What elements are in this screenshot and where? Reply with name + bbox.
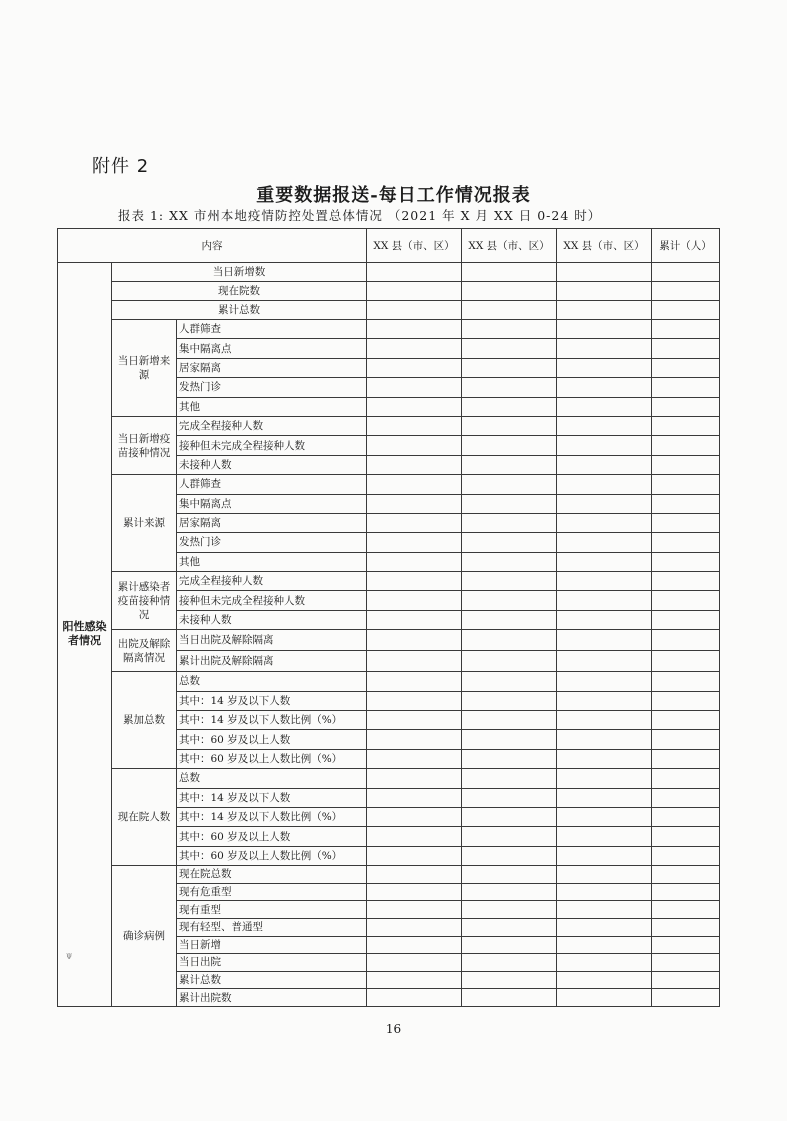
value-cell[interactable] <box>367 320 462 339</box>
value-cell[interactable] <box>652 866 720 884</box>
item-label: 发热门诊 <box>177 533 367 552</box>
value-cell[interactable] <box>557 378 652 397</box>
value-cell[interactable] <box>557 883 652 901</box>
value-cell[interactable] <box>557 339 652 358</box>
item-label: 其中：60 岁及以上人数比例（%） <box>177 749 367 768</box>
value-cell[interactable] <box>652 883 720 901</box>
value-cell[interactable] <box>652 513 720 532</box>
attachment-label: 附件 2 <box>92 156 150 177</box>
value-cell[interactable] <box>652 788 720 807</box>
group-label: 当日新增疫苗接种情况 <box>112 416 177 474</box>
value-cell[interactable] <box>652 651 720 672</box>
group-label: 确诊病例 <box>112 866 177 1007</box>
value-cell[interactable] <box>557 866 652 884</box>
value-cell[interactable] <box>367 788 462 807</box>
value-cell[interactable] <box>557 282 652 301</box>
value-cell[interactable] <box>652 711 720 730</box>
value-cell[interactable] <box>462 282 557 301</box>
value-cell[interactable] <box>367 827 462 846</box>
value-cell[interactable] <box>462 954 557 972</box>
value-cell[interactable] <box>557 788 652 807</box>
value-cell[interactable] <box>557 749 652 768</box>
value-cell[interactable] <box>367 591 462 610</box>
item-label: 其他 <box>177 552 367 571</box>
item-label: 接种但未完成全程接种人数 <box>177 591 367 610</box>
value-cell[interactable] <box>462 901 557 919</box>
group-label: 累计来源 <box>112 475 177 572</box>
table-row <box>58 866 720 884</box>
value-cell[interactable] <box>652 691 720 710</box>
value-cell[interactable] <box>557 533 652 552</box>
value-cell[interactable] <box>462 866 557 884</box>
value-cell[interactable] <box>367 494 462 513</box>
value-cell[interactable] <box>462 769 557 788</box>
value-cell[interactable] <box>367 610 462 629</box>
item-label: 其中：14 岁及以下人数比例（%） <box>177 711 367 730</box>
value-cell[interactable] <box>462 730 557 749</box>
value-cell[interactable] <box>652 378 720 397</box>
table-header-row <box>58 229 720 263</box>
value-cell[interactable] <box>367 397 462 416</box>
value-cell[interactable] <box>557 263 652 282</box>
value-cell[interactable] <box>652 533 720 552</box>
page-number: 16 <box>385 1022 402 1036</box>
value-cell[interactable] <box>462 711 557 730</box>
value-cell[interactable] <box>652 591 720 610</box>
item-label: 累计出院数 <box>177 989 367 1007</box>
value-cell[interactable] <box>367 691 462 710</box>
value-cell[interactable] <box>462 672 557 691</box>
value-cell[interactable] <box>652 301 720 320</box>
value-cell[interactable] <box>652 769 720 788</box>
header-county-1: XX 县（市、区） <box>367 229 462 263</box>
table-row <box>58 572 720 591</box>
item-label: 居家隔离 <box>177 358 367 377</box>
item-label: 其他 <box>177 397 367 416</box>
value-cell[interactable] <box>462 971 557 989</box>
value-cell[interactable] <box>462 552 557 571</box>
value-cell[interactable] <box>367 533 462 552</box>
item-label: 接种但未完成全程接种人数 <box>177 436 367 455</box>
value-cell[interactable] <box>652 552 720 571</box>
group-label: 当日新增来源 <box>112 320 177 417</box>
value-cell[interactable] <box>367 918 462 936</box>
item-label: 当日出院及解除隔离 <box>177 630 367 651</box>
value-cell[interactable] <box>367 282 462 301</box>
value-cell[interactable] <box>557 416 652 435</box>
row-label: 现在院数 <box>112 282 367 301</box>
value-cell[interactable] <box>557 552 652 571</box>
value-cell[interactable] <box>652 572 720 591</box>
value-cell[interactable] <box>652 807 720 826</box>
value-cell[interactable] <box>557 301 652 320</box>
header-content: 内容 <box>58 229 367 263</box>
value-cell[interactable] <box>367 954 462 972</box>
report-subtitle: 报表 1: XX 市州本地疫情防控处置总体情况 （2021 年 X 月 XX 日 0-24 时） <box>118 208 602 223</box>
value-cell[interactable] <box>367 901 462 919</box>
value-cell[interactable] <box>652 358 720 377</box>
table-row <box>58 672 720 691</box>
item-label: 现有危重型 <box>177 883 367 901</box>
value-cell[interactable] <box>367 730 462 749</box>
value-cell[interactable] <box>367 301 462 320</box>
item-label: 集中隔离点 <box>177 339 367 358</box>
value-cell[interactable] <box>462 416 557 435</box>
row-label: 当日新增数 <box>112 263 367 282</box>
value-cell[interactable] <box>652 494 720 513</box>
value-cell[interactable] <box>462 807 557 826</box>
value-cell[interactable] <box>462 936 557 954</box>
value-cell[interactable] <box>557 358 652 377</box>
value-cell[interactable] <box>367 883 462 901</box>
value-cell[interactable] <box>367 416 462 435</box>
item-label: 总数 <box>177 672 367 691</box>
value-cell[interactable] <box>367 436 462 455</box>
value-cell[interactable] <box>367 866 462 884</box>
header-cumulative: 累计（人） <box>652 229 720 263</box>
value-cell[interactable] <box>557 494 652 513</box>
item-label: 其中：14 岁及以下人数 <box>177 788 367 807</box>
value-cell[interactable] <box>462 591 557 610</box>
value-cell[interactable] <box>367 358 462 377</box>
table-row <box>58 263 720 282</box>
section-positive-cases: 阳性感染者情况 <box>58 263 112 1007</box>
value-cell[interactable] <box>462 918 557 936</box>
item-label: 完成全程接种人数 <box>177 572 367 591</box>
value-cell[interactable] <box>462 846 557 865</box>
value-cell[interactable] <box>557 610 652 629</box>
value-cell[interactable] <box>652 730 720 749</box>
value-cell[interactable] <box>652 610 720 629</box>
value-cell[interactable] <box>462 630 557 651</box>
group-label: 出院及解除隔离情况 <box>112 630 177 672</box>
value-cell[interactable] <box>652 749 720 768</box>
item-label: 居家隔离 <box>177 513 367 532</box>
value-cell[interactable] <box>557 436 652 455</box>
value-cell[interactable] <box>462 378 557 397</box>
value-cell[interactable] <box>652 416 720 435</box>
value-cell[interactable] <box>367 769 462 788</box>
value-cell[interactable] <box>557 591 652 610</box>
group-label: 累加总数 <box>112 672 177 769</box>
value-cell[interactable] <box>462 691 557 710</box>
value-cell[interactable] <box>652 971 720 989</box>
value-cell[interactable] <box>652 936 720 954</box>
value-cell[interactable] <box>652 436 720 455</box>
value-cell[interactable] <box>652 320 720 339</box>
value-cell[interactable] <box>367 378 462 397</box>
value-cell[interactable] <box>462 263 557 282</box>
value-cell[interactable] <box>367 513 462 532</box>
report-table <box>57 228 720 1007</box>
report-title: 重要数据报送-每日工作情况报表 <box>256 185 531 206</box>
table-row <box>58 416 720 435</box>
value-cell[interactable] <box>652 846 720 865</box>
value-cell[interactable] <box>652 630 720 651</box>
value-cell[interactable] <box>652 263 720 282</box>
value-cell[interactable] <box>462 339 557 358</box>
value-cell[interactable] <box>462 788 557 807</box>
value-cell[interactable] <box>557 572 652 591</box>
value-cell[interactable] <box>367 846 462 865</box>
value-cell[interactable] <box>462 301 557 320</box>
value-cell[interactable] <box>462 320 557 339</box>
value-cell[interactable] <box>462 533 557 552</box>
value-cell[interactable] <box>557 827 652 846</box>
value-cell[interactable] <box>557 936 652 954</box>
item-label: 累计出院及解除隔离 <box>177 651 367 672</box>
value-cell[interactable] <box>367 630 462 651</box>
table-row <box>58 301 720 320</box>
value-cell[interactable] <box>557 630 652 651</box>
value-cell[interactable] <box>652 672 720 691</box>
value-cell[interactable] <box>652 282 720 301</box>
value-cell[interactable] <box>557 954 652 972</box>
group-label: 累计感染者疫苗接种情况 <box>112 572 177 630</box>
value-cell[interactable] <box>557 807 652 826</box>
value-cell[interactable] <box>652 901 720 919</box>
table-row <box>58 630 720 651</box>
table-row <box>58 282 720 301</box>
value-cell[interactable] <box>367 572 462 591</box>
item-label: 未接种人数 <box>177 610 367 629</box>
item-label: 现在院总数 <box>177 866 367 884</box>
value-cell[interactable] <box>557 691 652 710</box>
value-cell[interactable] <box>462 610 557 629</box>
value-cell[interactable] <box>557 711 652 730</box>
item-label: 当日出院 <box>177 954 367 972</box>
value-cell[interactable] <box>652 339 720 358</box>
value-cell[interactable] <box>367 971 462 989</box>
value-cell[interactable] <box>652 455 720 474</box>
value-cell[interactable] <box>557 320 652 339</box>
value-cell[interactable] <box>557 455 652 474</box>
item-label: 当日新增 <box>177 936 367 954</box>
value-cell[interactable] <box>367 711 462 730</box>
value-cell[interactable] <box>367 455 462 474</box>
value-cell[interactable] <box>462 513 557 532</box>
value-cell[interactable] <box>462 455 557 474</box>
value-cell[interactable] <box>367 651 462 672</box>
value-cell[interactable] <box>652 397 720 416</box>
value-cell[interactable] <box>462 572 557 591</box>
value-cell[interactable] <box>652 989 720 1007</box>
item-label: 其中：14 岁及以下人数比例（%） <box>177 807 367 826</box>
value-cell[interactable] <box>557 651 652 672</box>
value-cell[interactable] <box>557 846 652 865</box>
value-cell[interactable] <box>462 827 557 846</box>
value-cell[interactable] <box>367 989 462 1007</box>
value-cell[interactable] <box>557 971 652 989</box>
value-cell[interactable] <box>367 263 462 282</box>
item-label: 其中：60 岁及以上人数比例（%） <box>177 846 367 865</box>
value-cell[interactable] <box>367 807 462 826</box>
value-cell[interactable] <box>367 672 462 691</box>
item-label: 未接种人数 <box>177 455 367 474</box>
value-cell[interactable] <box>557 513 652 532</box>
value-cell[interactable] <box>652 827 720 846</box>
value-cell[interactable] <box>367 475 462 494</box>
item-label: 集中隔离点 <box>177 494 367 513</box>
item-label: 发热门诊 <box>177 378 367 397</box>
value-cell[interactable] <box>462 883 557 901</box>
value-cell[interactable] <box>462 358 557 377</box>
row-label: 累计总数 <box>112 301 367 320</box>
item-label: 现有轻型、普通型 <box>177 918 367 936</box>
value-cell[interactable] <box>652 954 720 972</box>
value-cell[interactable] <box>367 936 462 954</box>
margin-mark: Ψ <box>66 953 73 961</box>
value-cell[interactable] <box>557 918 652 936</box>
value-cell[interactable] <box>557 989 652 1007</box>
value-cell[interactable] <box>652 918 720 936</box>
item-label: 完成全程接种人数 <box>177 416 367 435</box>
value-cell[interactable] <box>462 397 557 416</box>
item-label: 其中：14 岁及以下人数 <box>177 691 367 710</box>
value-cell[interactable] <box>557 901 652 919</box>
value-cell[interactable] <box>557 397 652 416</box>
value-cell[interactable] <box>367 552 462 571</box>
value-cell[interactable] <box>557 769 652 788</box>
item-label: 人群筛查 <box>177 320 367 339</box>
value-cell[interactable] <box>462 475 557 494</box>
header-county-2: XX 县（市、区） <box>462 229 557 263</box>
value-cell[interactable] <box>462 651 557 672</box>
item-label: 累计总数 <box>177 971 367 989</box>
value-cell[interactable] <box>557 730 652 749</box>
item-label: 其中：60 岁及以上人数 <box>177 827 367 846</box>
item-label: 现有重型 <box>177 901 367 919</box>
value-cell[interactable] <box>557 672 652 691</box>
table-row <box>58 769 720 788</box>
value-cell[interactable] <box>652 475 720 494</box>
group-label: 现在院人数 <box>112 769 177 866</box>
value-cell[interactable] <box>557 475 652 494</box>
item-label: 其中：60 岁及以上人数 <box>177 730 367 749</box>
value-cell[interactable] <box>462 989 557 1007</box>
value-cell[interactable] <box>367 749 462 768</box>
table-row <box>58 320 720 339</box>
value-cell[interactable] <box>462 749 557 768</box>
value-cell[interactable] <box>367 339 462 358</box>
header-county-3: XX 县（市、区） <box>557 229 652 263</box>
value-cell[interactable] <box>462 436 557 455</box>
value-cell[interactable] <box>462 494 557 513</box>
item-label: 人群筛查 <box>177 475 367 494</box>
item-label: 总数 <box>177 769 367 788</box>
table-row <box>58 475 720 494</box>
